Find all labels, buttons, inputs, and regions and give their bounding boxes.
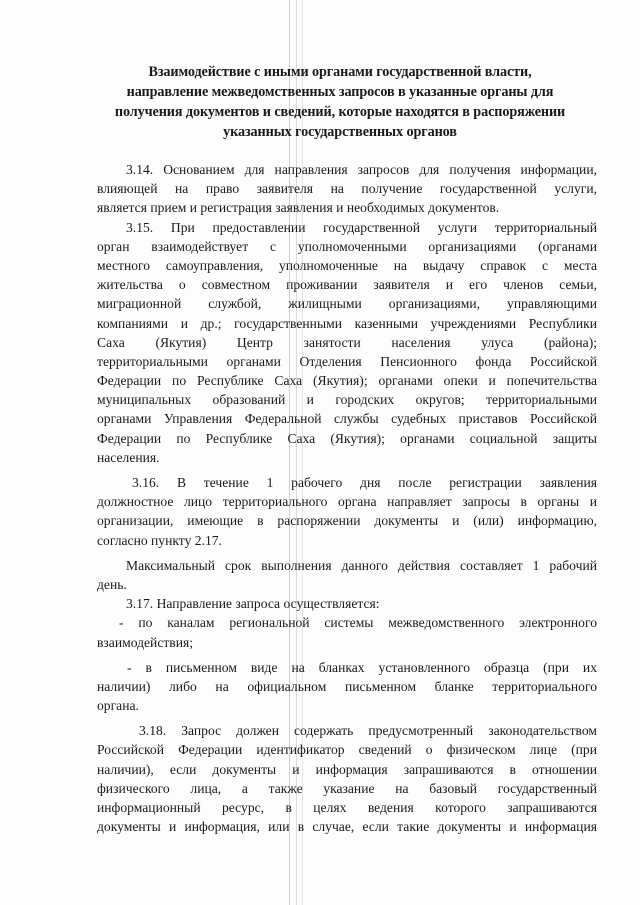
text-line: миграционной службой, жилищными организациями, управляющими [97,296,597,312]
text-line: 3.17. Направление запроса осуществляется: [126,596,380,612]
text-line: - в письменном виде на бланках установленного образца (при их [127,659,597,675]
heading-line: указанных государственных органов [223,124,457,140]
text-line: - по каналам региональной системы межведомственного электронного [119,615,597,631]
text-line: должностное лицо территориального органа направляет запросы в органы и [97,494,597,510]
document-body [97,160,597,836]
paragraph-3-14 [97,160,597,218]
text-line: Федерации по Республике Саха (Якутия); органами социальной защиты [97,430,597,446]
list-item-written [97,658,597,716]
text-line: Саха (Якутия) Центр занятости населения улуса (района); [97,334,597,350]
text-line: день. [97,576,127,592]
text-line: населения. [97,449,160,465]
paragraph-3-16 [97,473,597,550]
text-line: местного самоуправления, уполномоченные на выдачу справок с места [97,257,597,273]
section-heading [96,62,584,142]
text-line: наличии), если документы и информация запрашиваются в отношении [97,761,597,777]
text-line: 3.14. Основанием для направления запросов для получения информации, [126,162,597,177]
text-line: является прием и регистрация заявления и необходимых документов. [97,200,500,216]
paragraph-3-17 [97,594,597,613]
text-line: муниципальных образований и городских округов; территориальными [97,392,597,408]
heading-line: направление межведомственных запросов в указанные органы для [126,84,554,100]
text-line: орган взаимодействует с уполномоченными организациями (органами [97,238,597,254]
text-line: Федерации по Республике Саха (Якутия); органами опеки и попечительства [97,373,597,389]
heading-line: Взаимодействие с иными органами государственной власти, [148,64,532,80]
paragraph-3-18 [97,721,597,836]
text-line: наличии) либо на официальном письменном бланке территориального [97,678,597,694]
paragraph-3-15 [97,218,597,467]
text-line: согласно пункту 2.17. [97,532,222,548]
text-line: органами Управления Федеральной службы судебных приставов Российской [97,411,597,427]
text-line: взаимодействия; [97,634,194,650]
text-line: Российской Федерации идентификатор сведений о физическом лице (при [97,742,597,758]
heading-line: получения документов и сведений, которые находятся в распоряжении [114,104,566,120]
text-line: информационный ресурс, в целях ведения которого запрашиваются [97,800,597,815]
text-line: компаниями и др.; государственными казенными учреждениями Республики [97,315,597,331]
text-line: органа. [97,698,139,714]
text-line: документы и информация, или в случае, если такие документы и информация [97,819,597,835]
text-line: территориальными органами Отделения Пенсионного фонда Российской [97,353,597,369]
text-line: организации, имеющие в распоряжении документы и (или) информацию, [97,513,597,529]
text-line: 3.16. В течение 1 рабочего дня после регистрации заявления [132,475,597,490]
text-line: влияющей на право заявителя на получение государственной услуги, [97,181,597,197]
list-item-electronic [97,613,597,651]
text-line: Максимальный срок выполнения данного действия составляет 1 рабочий [126,557,597,573]
text-line: жительства о совместном проживании заявителя и его членов семьи, [97,277,597,293]
paragraph-3-16-deadline [97,556,597,594]
text-line: физического лица, а также указание на базовый государственный [97,780,597,796]
text-line: 3.18. Запрос должен содержать предусмотренный законодательством [139,723,597,739]
text-line: 3.15. При предоставлении государственной услуги территориальный [126,219,597,235]
